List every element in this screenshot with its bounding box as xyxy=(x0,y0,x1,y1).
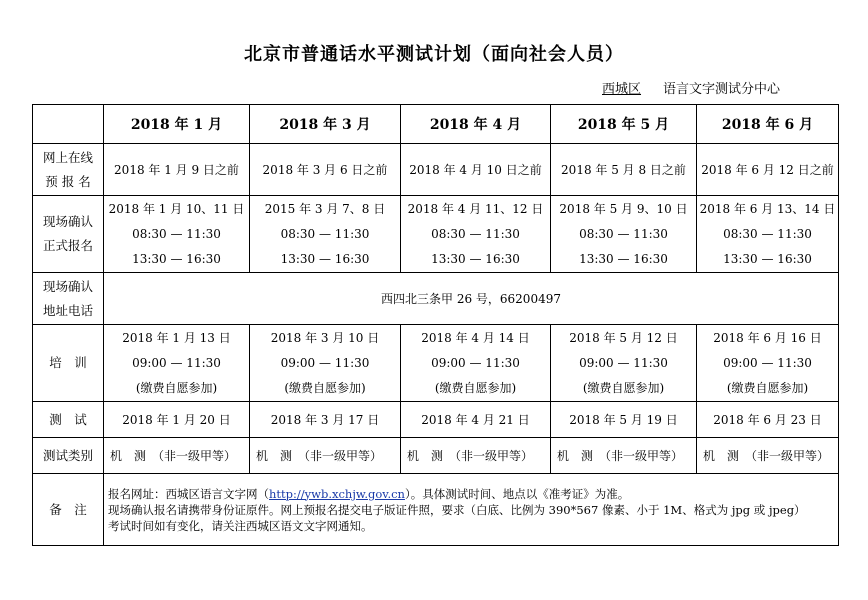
month-header: 2018 年 4 月 xyxy=(401,105,551,144)
schedule-table xyxy=(32,104,839,546)
category-row xyxy=(33,438,839,474)
prereg-cell: 2018 年 5 月 8 日之前 xyxy=(551,144,697,196)
onsite-time-pm: 13:30 — 16:30 xyxy=(280,251,370,266)
training-time: 09:00 — 11:30 xyxy=(579,355,668,370)
training-date: 2018 年 1 月 13 日 xyxy=(122,330,231,345)
remarks-prefix: 报名网址：西城区语言文字网（ xyxy=(108,486,269,501)
remarks-line-1 xyxy=(108,486,834,502)
row-label-remarks: 备 注 xyxy=(33,474,104,546)
remarks-line-3: 考试时间如有变化，请关注西城区语文文字网通知。 xyxy=(108,518,373,533)
training-time: 09:00 — 11:30 xyxy=(723,355,812,370)
category-cell: 机 测 （非一级甲等） xyxy=(104,438,250,474)
training-note: (缴费自愿参加) xyxy=(284,380,366,395)
row-label-onsite xyxy=(33,196,104,273)
category-cell: 机 测 （非一级甲等） xyxy=(551,438,697,474)
row-label-address xyxy=(33,273,104,325)
row-label-line: 预 报 名 xyxy=(45,173,91,189)
training-note: (缴费自愿参加) xyxy=(434,380,517,395)
training-note: (缴费自愿参加) xyxy=(135,380,218,395)
onsite-cell xyxy=(401,196,551,273)
month-header: 2018 年 3 月 xyxy=(250,105,401,144)
test-date: 2018 年 1 月 20 日 xyxy=(104,402,250,438)
test-date: 2018 年 3 月 17 日 xyxy=(250,402,401,438)
test-date: 2018 年 6 月 23 日 xyxy=(697,402,839,438)
category-cell: 机 测 （非一级甲等） xyxy=(401,438,551,474)
training-cell xyxy=(250,325,401,402)
onsite-cell xyxy=(250,196,401,273)
training-note: (缴费自愿参加) xyxy=(726,380,809,395)
remarks-row xyxy=(33,474,839,546)
row-label-prereg xyxy=(33,144,104,196)
training-cell xyxy=(697,325,839,402)
training-date: 2018 年 6 月 16 日 xyxy=(713,330,822,345)
training-time: 09:00 — 11:30 xyxy=(431,355,520,370)
training-date: 2018 年 3 月 10 日 xyxy=(270,330,380,345)
month-header: 2018 年 5 月 xyxy=(551,105,697,144)
remarks-suffix: ）。具体测试时间、地点以《准考证》为准。 xyxy=(404,486,630,501)
onsite-date: 2018 年 5 月 9、10 日 xyxy=(559,201,688,216)
remarks-line-2: 现场确认报名请携带身份证原件。网上预报名提交电子版证件照，要求（白底、比例为 390*567 像素、小于 1M、格式为 jpg 或 jpeg） xyxy=(108,502,806,517)
category-cell: 机 测 （非一级甲等） xyxy=(697,438,839,474)
row-label-training: 培 训 xyxy=(33,325,104,402)
onsite-time-pm: 13:30 — 16:30 xyxy=(431,251,520,266)
onsite-date: 2018 年 1 月 10、11 日 xyxy=(108,201,245,216)
subtitle xyxy=(566,78,780,97)
onsite-row xyxy=(33,196,839,273)
training-date: 2018 年 4 月 14 日 xyxy=(421,330,530,345)
row-label-line: 地址电话 xyxy=(42,302,93,318)
address-value: 西四北三条甲 26 号，66200497 xyxy=(104,273,839,325)
onsite-time-am: 08:30 — 11:30 xyxy=(431,226,520,241)
row-label-category: 测试类别 xyxy=(33,438,104,474)
prereg-row xyxy=(33,144,839,196)
test-date: 2018 年 5 月 19 日 xyxy=(551,402,697,438)
prereg-cell: 2018 年 6 月 12 日之前 xyxy=(697,144,839,196)
district-name: 西城区 xyxy=(602,82,642,97)
row-label-test: 测 试 xyxy=(33,402,104,438)
prereg-cell: 2018 年 4 月 10 日之前 xyxy=(401,144,551,196)
row-label-line: 网上在线 xyxy=(42,149,93,165)
header-row xyxy=(33,105,839,144)
training-cell xyxy=(104,325,250,402)
training-date: 2018 年 5 月 12 日 xyxy=(569,330,678,345)
training-cell xyxy=(401,325,551,402)
training-row xyxy=(33,325,839,402)
category-cell: 机 测 （非一级甲等） xyxy=(250,438,401,474)
center-name: 语言文字测试分中心 xyxy=(663,82,781,97)
training-cell xyxy=(551,325,697,402)
onsite-date: 2018 年 6 月 13、14 日 xyxy=(699,201,836,216)
test-row xyxy=(33,402,839,438)
onsite-time-am: 08:30 — 11:30 xyxy=(132,226,221,241)
row-label-line: 正式报名 xyxy=(42,238,93,253)
registration-link[interactable]: http://ywb.xchjw.gov.cn xyxy=(269,486,405,501)
corner-cell xyxy=(33,105,104,144)
row-label-line: 现场确认 xyxy=(42,278,93,294)
onsite-date: 2015 年 3 月 7、8 日 xyxy=(264,201,386,216)
month-header: 2018 年 6 月 xyxy=(697,105,839,144)
training-note: (缴费自愿参加) xyxy=(582,380,665,395)
prereg-cell: 2018 年 1 月 9 日之前 xyxy=(104,144,250,196)
row-label-line: 现场确认 xyxy=(42,214,93,229)
onsite-time-am: 08:30 — 11:30 xyxy=(280,226,370,241)
onsite-cell xyxy=(104,196,250,273)
onsite-time-pm: 13:30 — 16:30 xyxy=(723,251,812,266)
prereg-cell: 2018 年 3 月 6 日之前 xyxy=(250,144,401,196)
onsite-cell xyxy=(697,196,839,273)
address-row xyxy=(33,273,839,325)
onsite-time-am: 08:30 — 11:30 xyxy=(579,226,668,241)
onsite-date: 2018 年 4 月 11、12 日 xyxy=(407,201,544,216)
training-time: 09:00 — 11:30 xyxy=(132,355,221,370)
month-header: 2018 年 1 月 xyxy=(104,105,250,144)
training-time: 09:00 — 11:30 xyxy=(280,355,370,370)
onsite-time-pm: 13:30 — 16:30 xyxy=(132,251,221,266)
onsite-time-am: 08:30 — 11:30 xyxy=(723,226,812,241)
onsite-cell xyxy=(551,196,697,273)
remarks-cell xyxy=(104,474,839,546)
onsite-time-pm: 13:30 — 16:30 xyxy=(579,251,668,266)
page-title: 北京市普通话水平测试计划（面向社会人员） xyxy=(244,44,624,65)
test-date: 2018 年 4 月 21 日 xyxy=(401,402,551,438)
